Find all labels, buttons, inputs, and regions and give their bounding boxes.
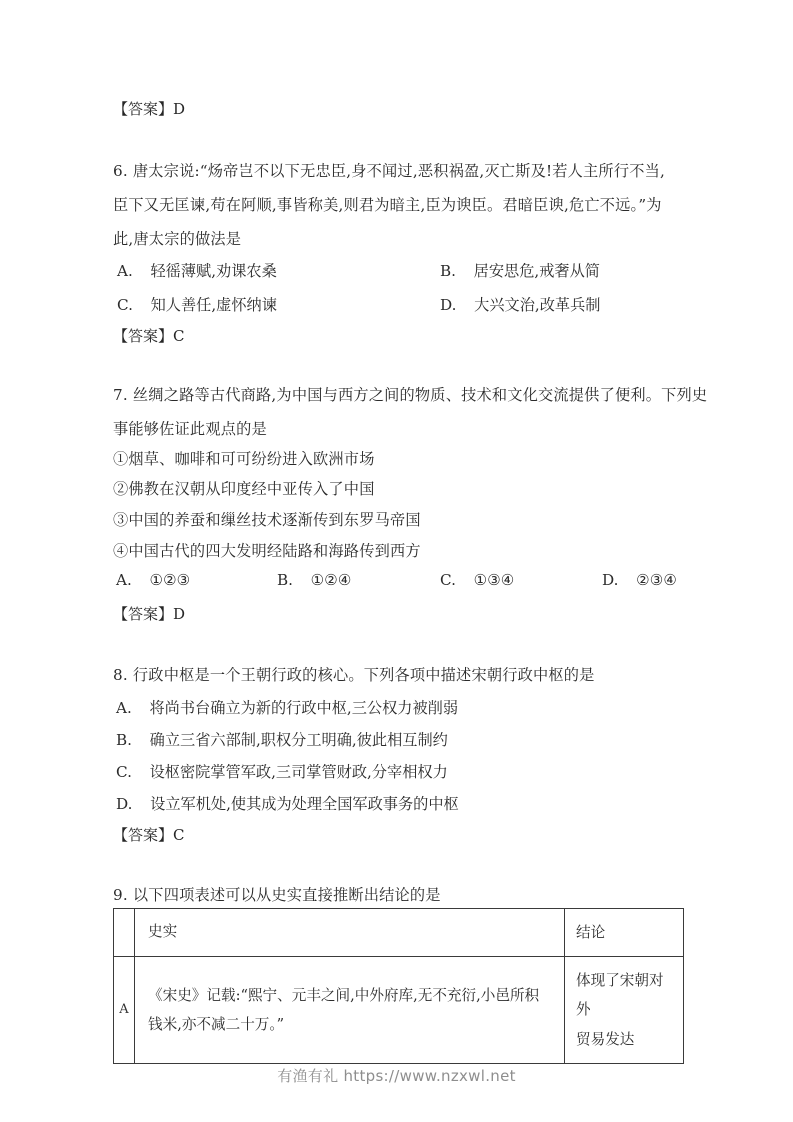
- option-text: 设立军机处,使其成为处理全国军政事务的中枢: [150, 795, 459, 813]
- option-text: ①③④: [473, 571, 515, 589]
- question-8-option-c[interactable]: [116, 761, 448, 782]
- option-text: 居安思危,戒奢从简: [473, 262, 600, 280]
- question-6-option-d[interactable]: [440, 294, 600, 315]
- question-7-stem-line-2: 事能够佐证此观点的是: [113, 420, 267, 438]
- option-text: ①②④: [310, 571, 352, 589]
- table-cell-conclusion-line-2: 贸易发达: [576, 1030, 635, 1048]
- question-7-answer: 【答案】D: [113, 605, 186, 623]
- table-row-label: [114, 957, 135, 1064]
- question-6-stem-line-1: 6. 唐太宗说:“炀帝岂不以下无忠臣,身不闻过,恶积祸盈,灭亡斯及!若人主所行不当,: [113, 162, 666, 180]
- option-label: D.: [602, 571, 619, 589]
- option-label: D.: [116, 795, 133, 813]
- option-text: 知人善任,虚怀纳谏: [150, 296, 277, 314]
- question-6-option-b[interactable]: [440, 260, 600, 281]
- question-7-option-a[interactable]: [116, 571, 190, 589]
- question-8-option-d[interactable]: [116, 793, 459, 814]
- table-header-row: [114, 909, 684, 957]
- option-text: ①②③: [149, 571, 191, 589]
- option-text: 轻徭薄赋,劝课农桑: [150, 262, 277, 280]
- option-label: D.: [440, 296, 457, 314]
- option-text: 大兴文治,改革兵制: [474, 296, 601, 314]
- option-label: A.: [116, 571, 132, 589]
- answer-previous: 【答案】D: [113, 100, 186, 118]
- option-text: ②③④: [636, 571, 677, 589]
- table-cell-fact-line-1: 《宋史》记载:“熙宁、元丰之间,中外府库,无不充衍,小邑所积: [148, 986, 540, 1004]
- option-label: C.: [440, 571, 456, 589]
- question-8-answer: 【答案】C: [113, 826, 185, 844]
- question-6-answer: 【答案】C: [113, 327, 185, 345]
- question-6-stem-line-3: 此,唐太宗的做法是: [113, 230, 242, 248]
- question-9-stem-line-1: 9. 以下四项表述可以从史实直接推断出结论的是: [113, 886, 441, 904]
- table-header-fact: [135, 909, 565, 957]
- table-cell-conclusion-line-1: 体现了宋朝对外: [576, 972, 664, 1019]
- question-7-option-d[interactable]: [602, 571, 677, 589]
- option-text: 设枢密院掌管军政,三司掌管财政,分宰相权力: [149, 763, 448, 781]
- question-8-option-a[interactable]: [116, 697, 458, 718]
- option-label: B.: [116, 731, 132, 749]
- question-7-stem-line-1: 7. 丝绸之路等古代商路,为中国与西方之间的物质、技术和文化交流提供了便利。下列史: [113, 386, 708, 404]
- question-7-statement-4: ④中国古代的四大发明经陆路和海路传到西方: [113, 542, 421, 560]
- question-8-option-b[interactable]: [116, 729, 448, 750]
- question-7-statement-3: ③中国的养蚕和缫丝技术逐渐传到东罗马帝国: [113, 511, 421, 529]
- table-header-fact-text: 史实: [148, 923, 178, 941]
- table-row-label-text: A: [119, 1002, 129, 1018]
- question-6-option-c[interactable]: [117, 294, 277, 315]
- question-7-option-c[interactable]: [440, 571, 514, 589]
- option-text: 将尚书台确立为新的行政中枢,三公权力被削弱: [149, 699, 459, 717]
- table-header-conclusion-text: 结论: [576, 924, 606, 941]
- question-8-stem-line-1: 8. 行政中枢是一个王朝行政的核心。下列各项中描述宋朝行政中枢的是: [113, 666, 595, 684]
- option-label: C.: [116, 763, 132, 781]
- table-header-label: [114, 909, 135, 957]
- table-cell-conclusion: [565, 957, 684, 1064]
- table-cell-fact-line-2: 钱米,亦不减二十万。”: [148, 1015, 285, 1033]
- table-cell-fact: [135, 957, 565, 1064]
- question-7-option-b[interactable]: [277, 571, 352, 589]
- question-7-statement-2: ②佛教在汉朝从印度经中亚传入了中国: [113, 480, 375, 498]
- table-header-conclusion: [565, 909, 684, 957]
- question-7-statement-1: ①烟草、咖啡和可可纷纷进入欧洲市场: [113, 450, 375, 468]
- table-row[interactable]: [114, 957, 684, 1064]
- site-watermark: 有渔有礼 https://www.nzxwl.net: [277, 1067, 516, 1085]
- option-label: A.: [117, 262, 133, 280]
- option-label: B.: [277, 571, 293, 589]
- option-text: 确立三省六部制,职权分工明确,彼此相互制约: [149, 731, 448, 749]
- question-6-option-a[interactable]: [117, 260, 277, 281]
- option-label: A.: [116, 699, 132, 717]
- question-6-stem-line-2: 臣下又无匡谏,苟在阿顺,事皆称美,则君为暗主,臣为谀臣。君暗臣谀,危亡不远。”为: [113, 196, 662, 214]
- option-label: C.: [117, 296, 133, 314]
- option-label: B.: [440, 262, 456, 280]
- fact-conclusion-table: [113, 908, 684, 1064]
